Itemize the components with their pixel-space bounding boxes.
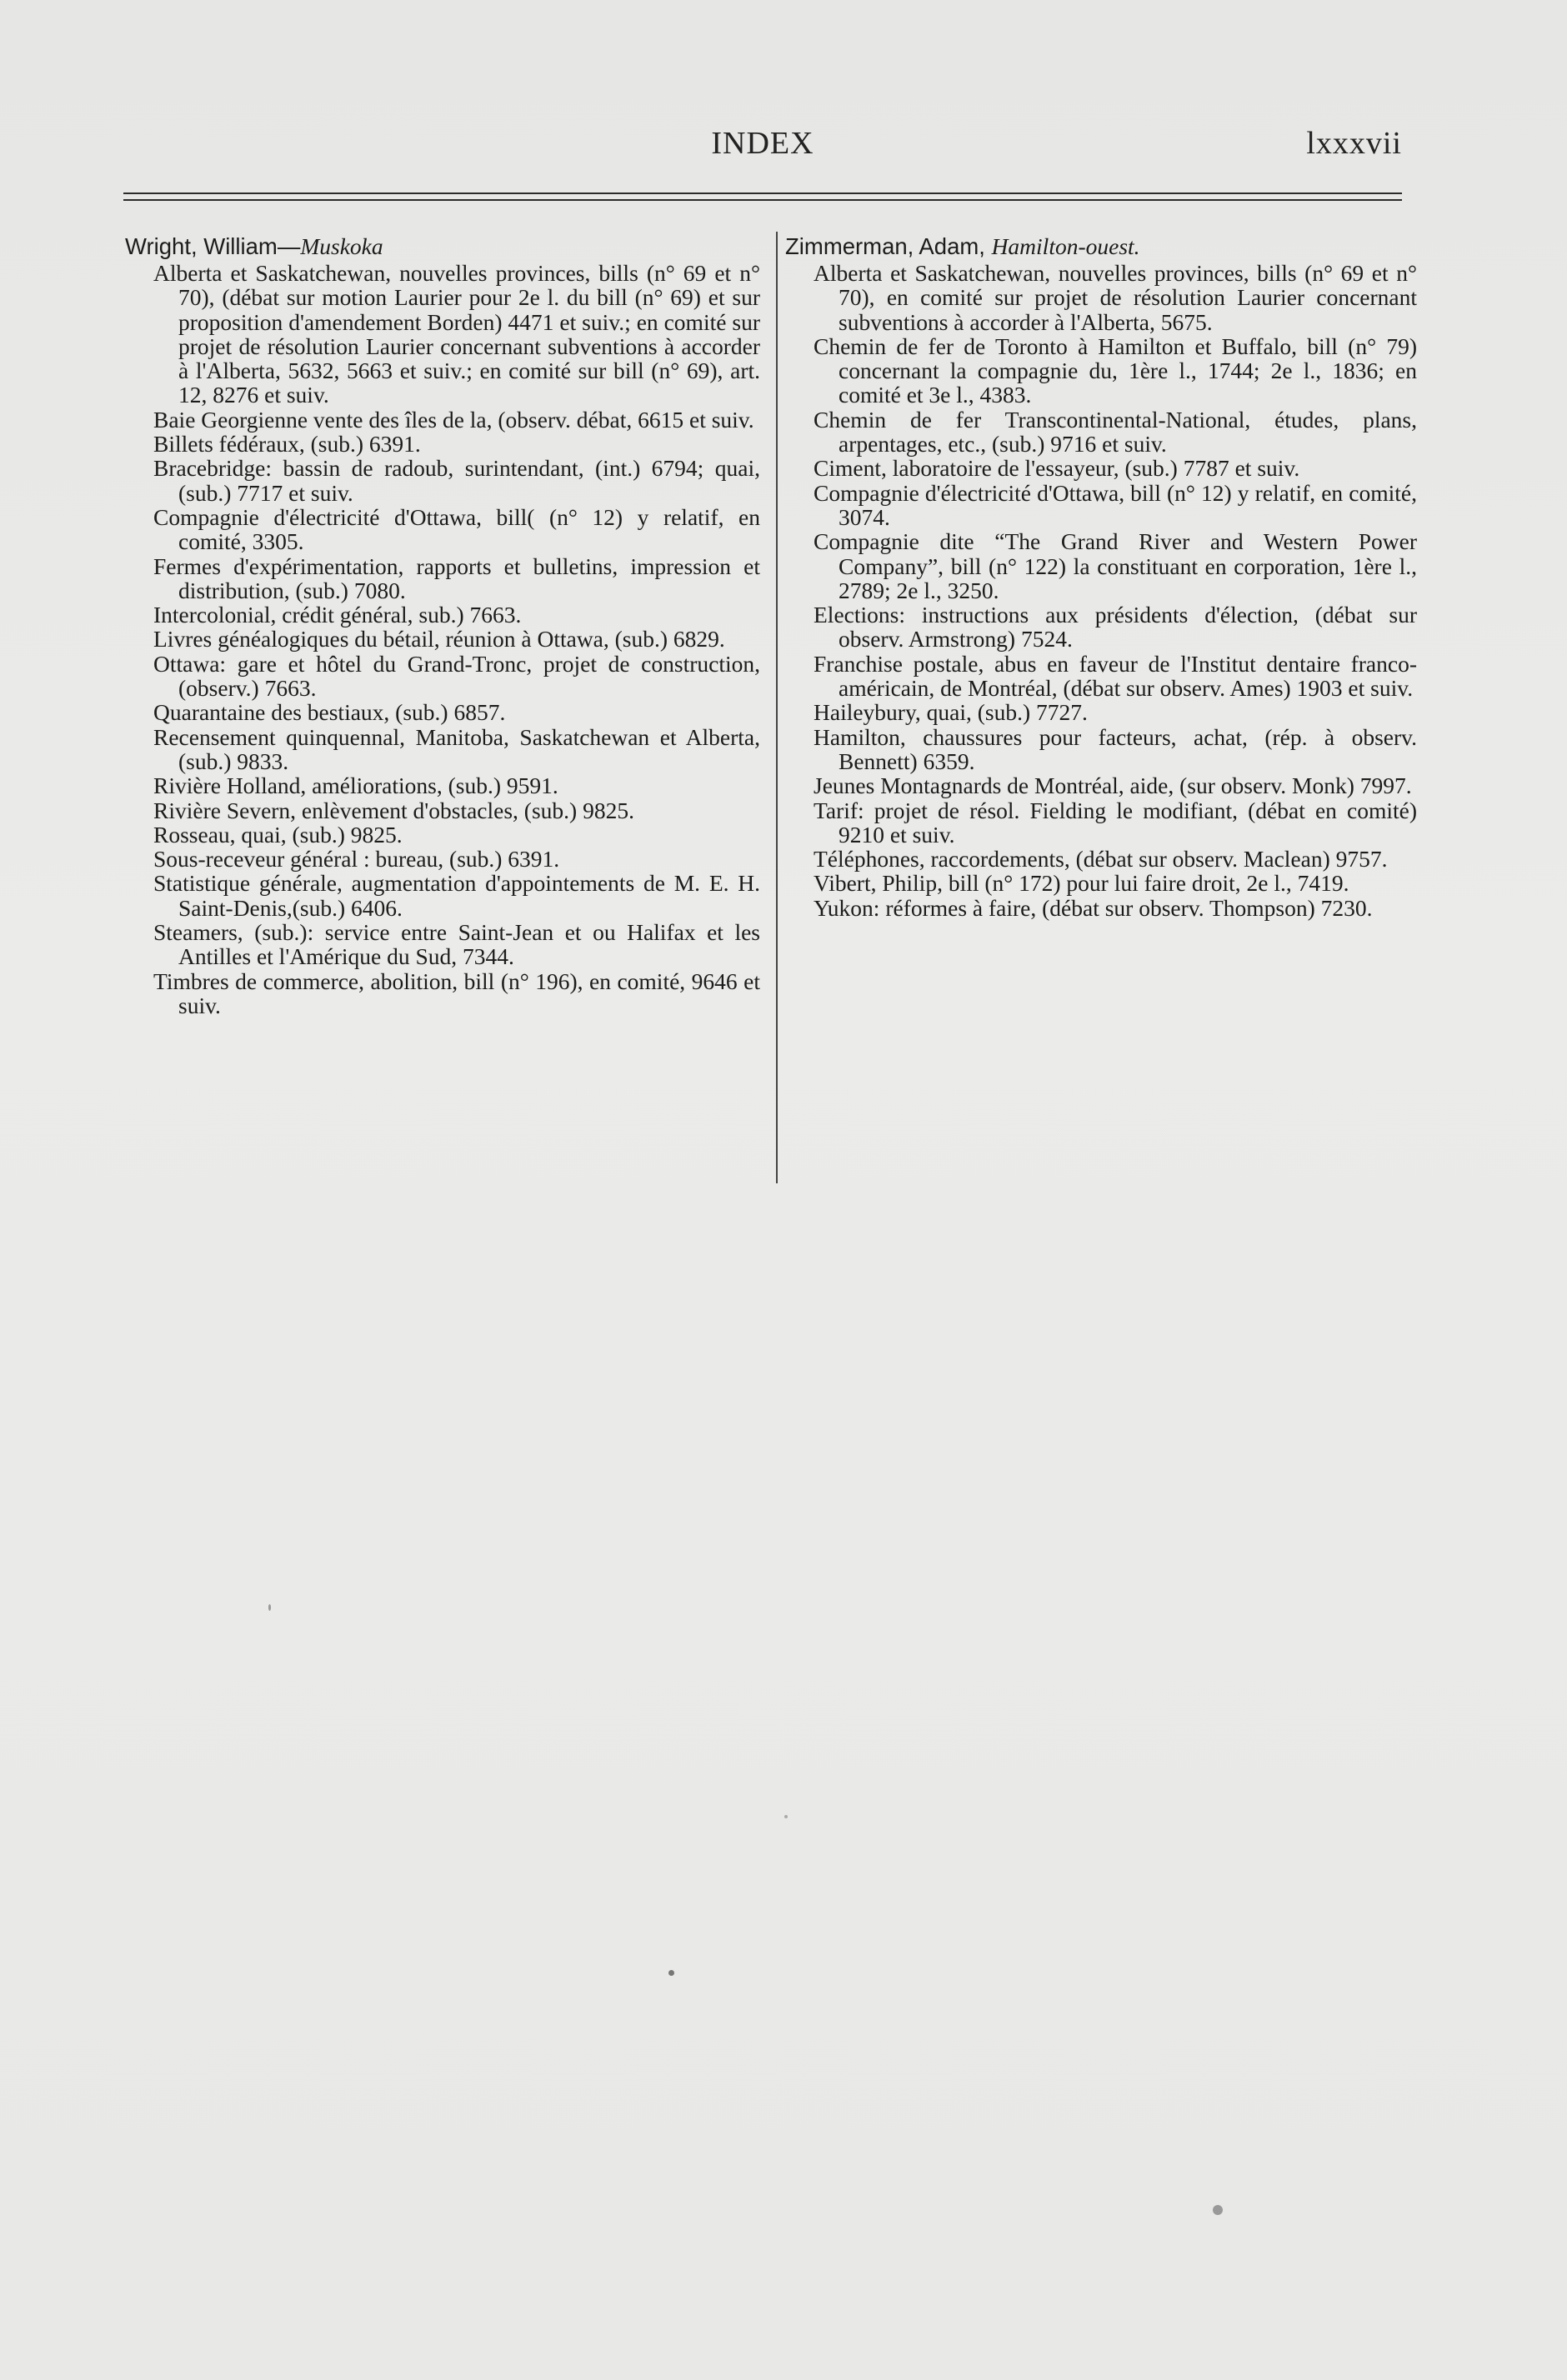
index-entry: Franchise postale, abus en faveur de l'Institut dentaire franco-américain, de Montréal, (débat sur observ. Ames) 1903 et suiv. xyxy=(814,650,1417,702)
index-entry: Jeunes Montagnards de Montréal, aide, (sur observ. Monk) 7997. xyxy=(814,772,1412,799)
index-entry: Rivière Severn, enlèvement d'obstacles, (sub.) 9825. xyxy=(153,797,634,823)
index-entry: Chemin de fer de Toronto à Hamilton et Buffalo, bill (n° 79) concernant la compagnie du, 1ère l., 1744; 2e l., 1836; en comité et 3e l., 4383. xyxy=(814,332,1417,408)
member-riding: Muskoka xyxy=(300,233,383,259)
index-entry: Quarantaine des bestiaux, (sub.) 6857. xyxy=(153,699,506,726)
index-entry: Fermes d'expérimentation, rapports et bulletins, impression et distribution, (sub.) 7080. xyxy=(153,552,760,603)
header-rule-bottom xyxy=(123,199,1402,201)
column-divider xyxy=(776,232,778,1183)
index-entry: Bracebridge: bassin de radoub, surintendant, (int.) 6794; quai, (sub.) 7717 et suiv. xyxy=(153,455,760,506)
index-entry: Compagnie dite “The Grand River and Western Power Company”, bill (n° 122) la constituant en corporation, 1ère l., 2789; 2e l., 3250. xyxy=(814,528,1417,603)
index-entry: Compagnie d'électricité d'Ottawa, bill( (n° 12) y relatif, en comité, 3305. xyxy=(153,503,760,555)
index-entry: Livres généalogiques du bétail, réunion à Ottawa, (sub.) 6829. xyxy=(153,626,725,652)
index-entry: Hamilton, chaussures pour facteurs, achat, (rép. à observ. Bennett) 6359. xyxy=(814,723,1417,774)
member-heading-zimmerman xyxy=(785,233,1417,259)
scan-speck xyxy=(1213,2205,1223,2215)
index-entry: Téléphones, raccordements, (débat sur observ. Maclean) 9757. xyxy=(814,846,1388,872)
index-entry: Statistique générale, augmentation d'appointements de M. E. H. Saint-Denis,(sub.) 6406. xyxy=(153,870,760,921)
index-entry: Timbres de commerce, abolition, bill (n° 196), en comité, 9646 et suiv. xyxy=(153,968,760,1018)
index-entry: Sous-receveur général : bureau, (sub.) 6391. xyxy=(153,846,560,872)
index-entry: Alberta et Saskatchewan, nouvelles provinces, bills (n° 69 et n° 70), en comité sur projet de résolution Laurier concernant subventions à accorder à l'Alberta, 5675. xyxy=(814,260,1417,335)
running-head xyxy=(123,125,1402,167)
scan-speck xyxy=(784,1815,788,1818)
left-column xyxy=(125,233,760,1018)
index-entry: Baie Georgienne vente des îles de la, (observ. débat, 6615 et suiv. xyxy=(153,406,754,432)
scan-speck xyxy=(668,1970,674,1976)
right-column xyxy=(785,233,1417,920)
index-entry: Vibert, Philip, bill (n° 172) pour lui faire droit, 2e l., 7419. xyxy=(814,870,1349,897)
index-title: INDEX xyxy=(711,126,814,161)
index-entry: Ciment, laboratoire de l'essayeur, (sub.) 7787 et suiv. xyxy=(814,455,1300,482)
page-number: lxxxvii xyxy=(1306,126,1402,161)
member-heading-wright xyxy=(125,233,760,259)
index-entry: Ottawa: gare et hôtel du Grand-Tronc, projet de construction, (observ.) 7663. xyxy=(153,650,760,702)
index-entry: Billets fédéraux, (sub.) 6391. xyxy=(153,431,421,458)
index-entry: Recensement quinquennal, Manitoba, Saskatchewan et Alberta, (sub.) 9833. xyxy=(153,723,760,774)
member-riding: Hamilton-ouest. xyxy=(991,233,1140,259)
index-entry: Intercolonial, crédit général, sub.) 7663. xyxy=(153,602,522,628)
index-entry: Yukon: réformes à faire, (débat sur observ. Thompson) 7230. xyxy=(814,894,1373,921)
index-entry: Chemin de fer Transcontinental-National, études, plans, arpentages, etc., (sub.) 9716 et suiv. xyxy=(814,406,1417,458)
index-entry: Steamers, (sub.): service entre Saint-Jean et ou Halifax et les Antilles et l'Amérique du Sud, 7344. xyxy=(153,919,760,970)
member-name: Wright, William— xyxy=(125,233,301,259)
index-entry: Rivière Holland, améliorations, (sub.) 9591. xyxy=(153,772,558,799)
index-entry: Elections: instructions aux présidents d'élection, (débat sur observ. Armstrong) 7524. xyxy=(814,602,1417,652)
index-entry: Tarif: projet de résol. Fielding le modifiant, (débat en comité) 9210 et suiv. xyxy=(814,797,1417,848)
index-entry: Rosseau, quai, (sub.) 9825. xyxy=(153,821,403,848)
index-entry: Alberta et Saskatchewan, nouvelles provinces, bills (n° 69 et n° 70), (débat sur motion Laurier pour 2e l. du bill (n° 69) et sur proposition d'amendement Borden) 4471 et suiv.; en comité sur projet de résolution Laurier concernant subventions à accorder à l'Alberta, 5632, 5663 et suiv.; en comité sur bill (n° 69), art. 12, 8276 et suiv. xyxy=(153,260,760,408)
header-rule-top xyxy=(123,192,1402,194)
index-entry: Haileybury, quai, (sub.) 7727. xyxy=(814,699,1088,726)
index-entry: Compagnie d'électricité d'Ottawa, bill (n° 12) y relatif, en comité, 3074. xyxy=(814,479,1417,530)
member-name: Zimmerman, Adam, xyxy=(785,233,992,259)
scan-speck xyxy=(268,1604,271,1611)
